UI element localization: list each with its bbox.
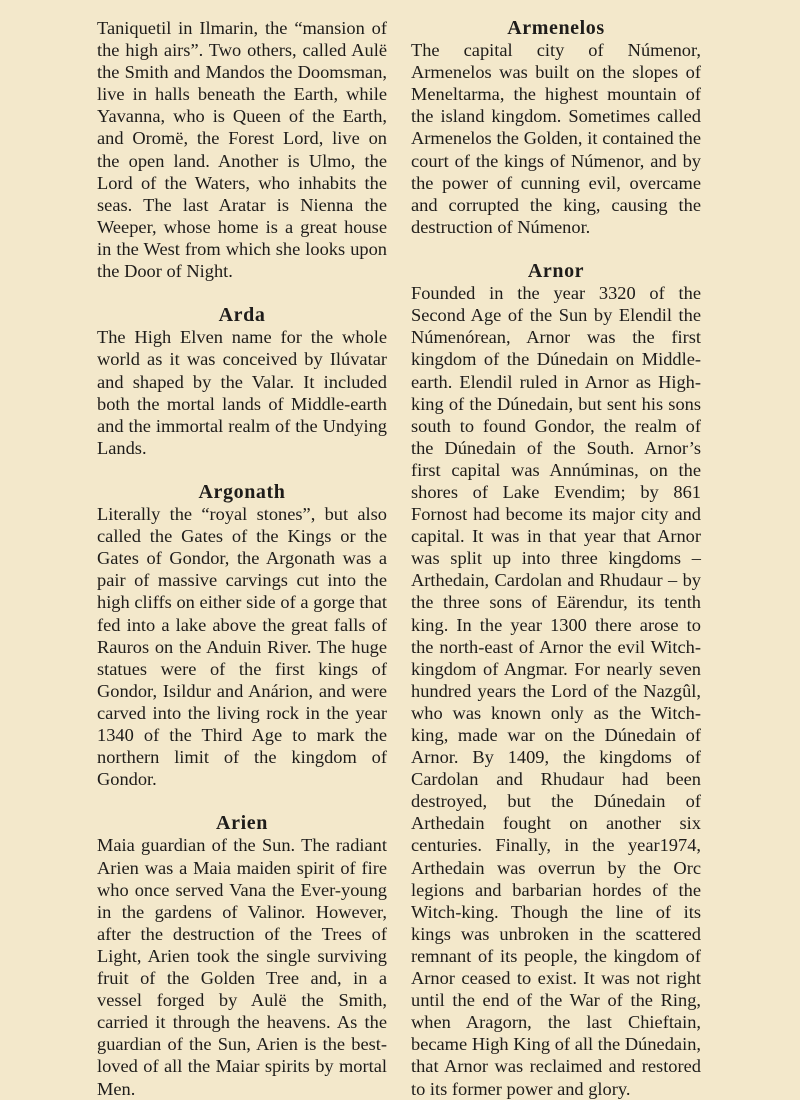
entry-text: Literally the “royal stones”, but also called the Gates of the Kings or the Gates of Gondor, the Argonath was a pair of massive carvings cut into the high cliffs on either side of a gorge that fed into a lake above the great falls of Rauros on the Anduin River. The huge statues were of the first kings of Gondor, Isildur and Anárion, and were carved into the living rock in the year 1340 of the Third Age to mark the northern limit of the kingdom of Gondor. <box>97 504 387 790</box>
entry-spacer <box>97 459 387 481</box>
right-column <box>411 17 701 1100</box>
entry-arien <box>97 812 387 1099</box>
entry-arnor <box>411 260 701 1100</box>
entry-spacer <box>411 238 701 260</box>
left-column <box>97 17 387 1100</box>
entry-text: The capital city of Númenor, Armenelos was built on the slopes of Meneltarma, the highest mountain of the island kingdom. Sometimes called Armenelos the Golden, it contained the court of the kings of Númenor, and by the power of cunning evil, overcame and corrupted the king, causing the destruction of Númenor. <box>411 40 701 237</box>
entry-text: The High Elven name for the whole world as it was conceived by Ilúvatar and shaped by the Valar. It included both the mortal lands of Middle-earth and the immortal realm of the Undying Lands. <box>97 327 387 458</box>
entry-title: Arnor <box>527 260 585 283</box>
continued-entry-text: Taniquetil in Ilmarin, the “mansion of the high airs”. Two others, called Aulë the Smith and Mandos the Doomsman, live in halls beneath the Earth, while Yavanna, who is Queen of the Earth, and Oromë, the Forest Lord, live on the open land. Another is Ulmo, the Lord of the Waters, who inhabits the seas. The last Aratar is Nienna the Weeper, whose home is a great house in the West from which she looks upon the Door of Night. <box>97 18 387 282</box>
entry-text: Founded in the year 3320 of the Second Age of the Sun by Elendil the Númenórean, Arnor was the first kingdom of the Dúnedain on Middle-earth. Elendil ruled in Arnor as High-king of the Dúnedain, but sent his sons south to found Gondor, the realm of the Dúnedain of the South. Arnor’s first capital was Annúminas, on the shores of Lake Evendim; by 861 Fornost had become its major city and capital. It was in that year that Arnor was split up into three kingdoms – Arthedain, Cardolan and Rhudaur – by the three sons of Eärendur, its tenth king. In the year 1300 there arose to the north-east of Arnor the evil Witch-kingdom of Angmar. For nearly seven hundred years the Lord of the Nazgûl, who was known only as the Witch-king, made war on the Dúnedain of Arnor. By 1409, the kingdoms of Cardolan and Rhudaur had been destroyed, but the Dúnedain of Arthedain fought on another six centuries. Finally, in the year1974, Arthedain was overrun by the Orc legions and barbarian hordes of the Witch-king. Though the line of its kings was unbroken in the scattered remnant of its people, the kingdom of Arnor ceased to exist. It was not right until the end of the War of the Ring, when Aragorn, the last Chieftain, became High King of all the Dúnedain, that Arnor was reclaimed and restored to its former power and glory. <box>411 283 701 1099</box>
entry-arda <box>97 304 387 459</box>
entry-title: Arien <box>216 812 268 835</box>
entry-spacer <box>97 790 387 812</box>
entry-argonath <box>97 481 387 790</box>
entry-armenelos <box>411 17 701 238</box>
entry-title: Armenelos <box>507 17 605 39</box>
entry-title: Arda <box>218 304 266 327</box>
entry-spacer <box>97 282 387 304</box>
entry-title: Argonath <box>198 480 286 503</box>
entry-text: Maia guardian of the Sun. The radiant Arien was a Maia maiden spirit of fire who once served Vana the Ever-young in the gardens of Valinor. However, after the destruction of the Trees of Light, Arien took the single surviving fruit of the Golden Tree and, in a vessel forged by Aulë the Smith, carried it through the heavens. As the guardian of the Sun, Arien is the best-loved of all the Maiar spirits by mortal Men. <box>97 835 387 1099</box>
